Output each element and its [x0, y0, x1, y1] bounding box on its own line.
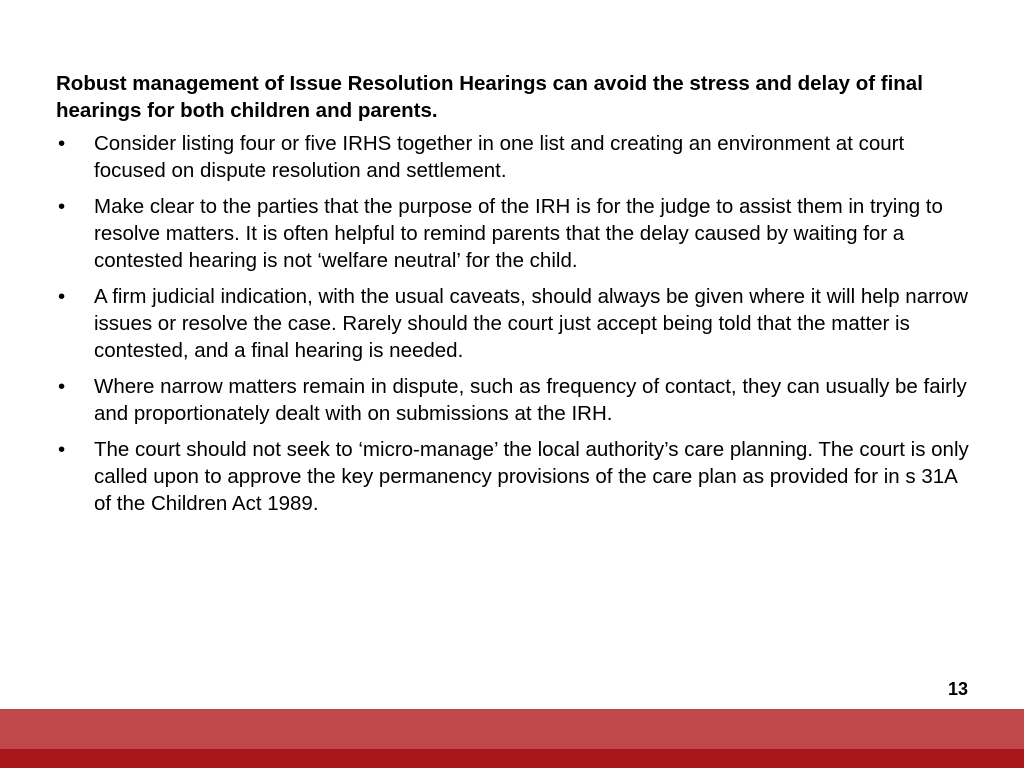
bullet-item — [56, 193, 976, 274]
bullet-icon: • — [58, 285, 66, 308]
bullet-icon: • — [58, 132, 66, 155]
bullet-item — [56, 130, 976, 184]
bullet-item — [56, 373, 976, 427]
bullet-icon: • — [58, 375, 66, 398]
bullet-item — [56, 283, 976, 364]
bullet-text: Make clear to the parties that the purpose of the IRH is for the judge to assist them in trying to resolve matters. It is often helpful to remind parents that the delay caused by waiting for a contested hearing is not ‘welfare neutral’ for the child. — [94, 195, 943, 272]
bullet-icon: • — [58, 195, 66, 218]
bullet-text: Where narrow matters remain in dispute, such as frequency of contact, they can usually be fairly and proportionately dealt with on submissions at the IRH. — [94, 375, 967, 425]
page-number: 13 — [947, 679, 968, 699]
bullet-text: Consider listing four or five IRHS together in one list and creating an environment at court focused on dispute resolution and settlement. — [94, 132, 905, 182]
bullet-text: A firm judicial indication, with the usual caveats, should always be given where it will help narrow issues or resolve the case. Rarely should the court just accept being told that the matter is contested, and a final hearing is needed. — [94, 285, 968, 362]
bullet-item — [56, 436, 976, 517]
bullet-icon: • — [58, 438, 66, 461]
bullet-list — [56, 130, 976, 517]
footer-band-light — [0, 709, 1024, 749]
footer-band-dark — [0, 749, 1024, 768]
slide-content — [56, 70, 976, 526]
bullet-text: The court should not seek to ‘micro-manage’ the local authority’s care planning. The court is only called upon to approve the key permanency provisions of the care plan as provided for in s 31A of the Children Act 1989. — [94, 438, 969, 515]
slide-heading: Robust management of Issue Resolution Hearings can avoid the stress and delay of final hearings for both children and parents. — [56, 72, 923, 122]
